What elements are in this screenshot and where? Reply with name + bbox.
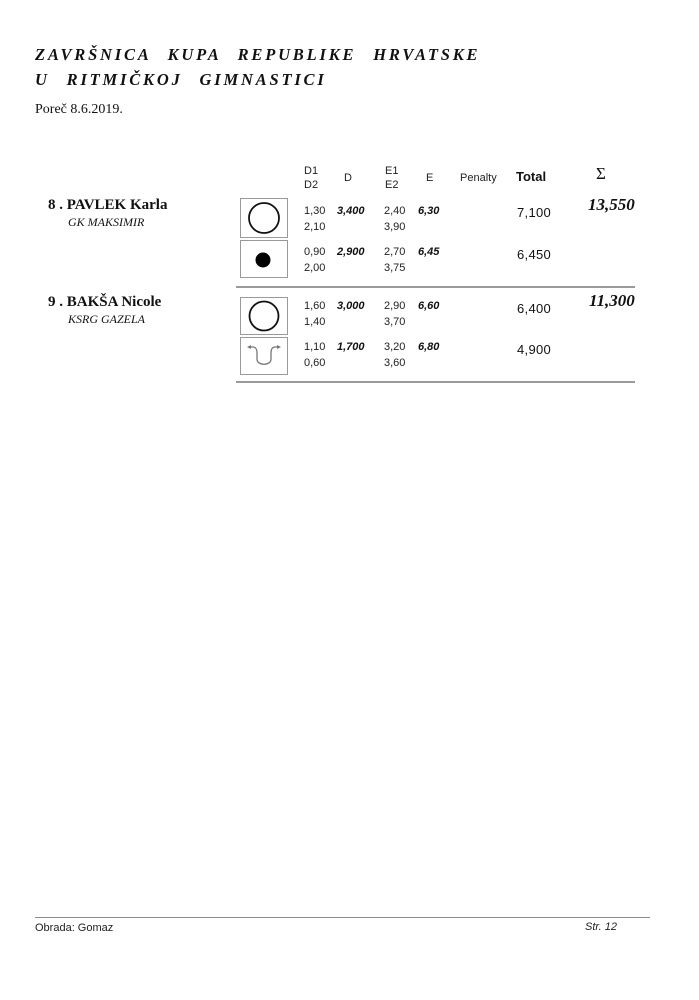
athlete-rank-name: 8 . PAVLEK Karla (48, 197, 168, 213)
score-e2: 3,90 (384, 221, 406, 233)
column-header-d: D (344, 172, 352, 184)
score-d2: 0,60 (304, 357, 326, 369)
apparatus-box (240, 337, 288, 375)
score-sum: 13,550 (588, 195, 635, 214)
score-d2: 2,00 (304, 262, 326, 274)
footer-processed-by: Obrada: Gomaz (35, 922, 114, 934)
athlete-club: GK MAKSIMIR (68, 215, 145, 229)
score-total: 6,450 (517, 247, 552, 262)
score-sum: 11,300 (589, 291, 635, 310)
score-d2: 1,40 (304, 316, 326, 328)
apparatus-box (240, 240, 288, 278)
score-d1: 1,10 (304, 341, 326, 353)
score-d2: 2,10 (304, 221, 326, 233)
document-title-line-2: U RITMIČKOJ GIMNASTICI (35, 70, 327, 89)
score-e: 6,45 (418, 246, 440, 258)
score-total: 4,900 (517, 342, 552, 357)
score-e1: 2,70 (384, 246, 406, 258)
column-header-e: E (426, 172, 434, 184)
column-header-d1: D1 (304, 165, 319, 177)
athlete-club: KSRG GAZELA (68, 312, 146, 326)
hoop-icon (244, 299, 284, 333)
column-header-total: Total (516, 169, 547, 184)
score-e1: 3,20 (384, 341, 406, 353)
hoop-icon (244, 200, 284, 236)
score-d: 3,000 (337, 300, 365, 312)
score-d: 3,400 (337, 205, 365, 217)
score-e2: 3,75 (384, 262, 406, 274)
score-e1: 2,40 (384, 205, 406, 217)
score-e: 6,30 (418, 205, 440, 217)
score-e2: 3,70 (384, 316, 406, 328)
score-e: 6,80 (418, 341, 440, 353)
score-d: 2,900 (337, 246, 365, 258)
column-header-d2: D2 (304, 179, 319, 191)
column-header-e2: E2 (385, 179, 399, 191)
score-e: 6,60 (418, 300, 440, 312)
athlete-rank-name: 9 . BAKŠA Nicole (48, 294, 162, 310)
apparatus-box (240, 297, 288, 335)
event-location-date: Poreč 8.6.2019. (35, 102, 123, 117)
athlete-separator-line (236, 381, 635, 383)
score-d1: 1,30 (304, 205, 326, 217)
score-d1: 0,90 (304, 246, 326, 258)
apparatus-box (240, 198, 288, 238)
score-total: 6,400 (517, 301, 552, 316)
rope-icon (244, 339, 284, 373)
document-title-line-1: ZAVRŠNICA KUPA REPUBLIKE HRVATSKE (35, 45, 481, 64)
score-e1: 2,90 (384, 300, 406, 312)
score-e2: 3,60 (384, 357, 406, 369)
column-header-sum-sigma: Σ (596, 164, 606, 183)
score-total: 7,100 (517, 205, 552, 220)
score-d: 1,700 (337, 341, 365, 353)
ball-icon (244, 242, 284, 276)
footer-rule (35, 917, 650, 918)
footer-page-number: Str. 12 (585, 921, 617, 933)
column-header-penalty: Penalty (460, 172, 497, 184)
athlete-separator-line (236, 286, 635, 288)
column-header-e1: E1 (385, 165, 399, 177)
score-d1: 1,60 (304, 300, 326, 312)
